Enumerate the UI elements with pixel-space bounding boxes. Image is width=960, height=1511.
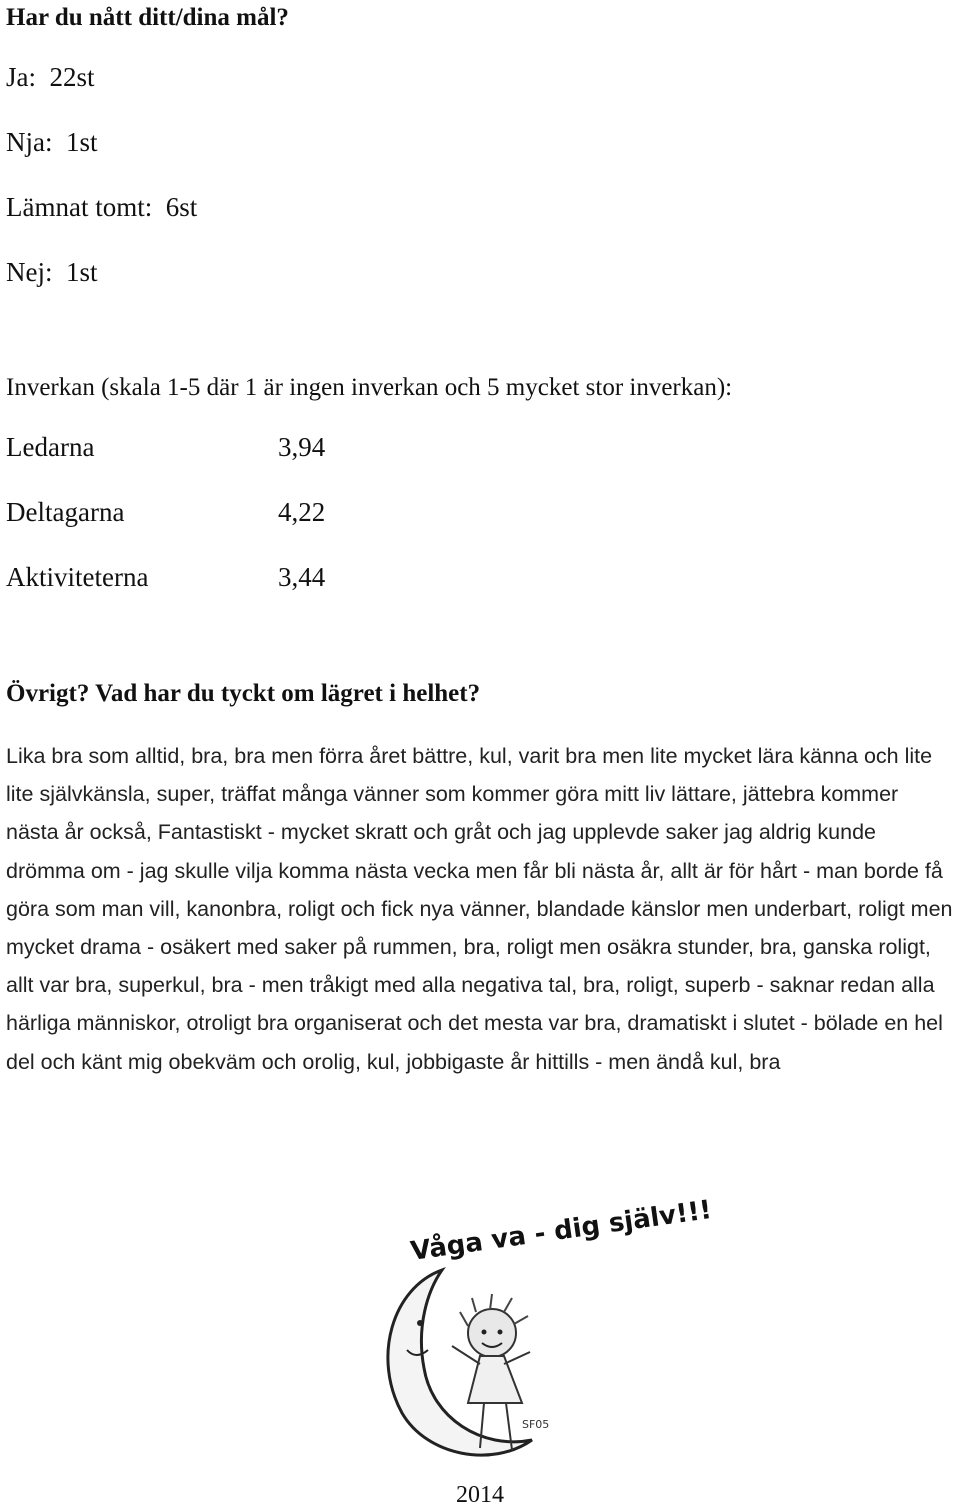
rating-label: Ledarna — [6, 432, 95, 462]
logo-text: Våga va - dig själv!!! — [408, 1194, 714, 1267]
rating-row-leaders — [6, 432, 325, 463]
goal-answer-value: 6st — [165, 192, 198, 222]
goal-answer-label: Ja: — [6, 62, 36, 92]
goal-answer-label: Nja: — [6, 127, 53, 157]
rating-value: 3,44 — [278, 562, 326, 592]
goals-question: Har du nått ditt/dina mål? — [6, 4, 289, 31]
goal-answer-value: 1st — [66, 257, 98, 287]
other-question: Övrigt? Vad har du tyckt om lägret i helhet? — [6, 680, 481, 707]
footer-year: 2014 — [456, 1482, 504, 1508]
rating-row-participants — [6, 497, 325, 528]
rating-label: Aktiviteterna — [6, 562, 149, 592]
goal-answer-value: 1st — [66, 127, 98, 157]
other-answer-paragraph: Lika bra som alltid, bra, bra men förra året bättre, kul, varit bra men lite mycket lära känna och lite lite självkänsla, super, träffat många vänner som kommer göra mitt liv lättare, jättebra kommer nästa år också, Fantastiskt - mycket skratt och gråt och jag upplevde saker jag aldrig kunde drömma om - jag skulle vilja komma nästa vecka men får bli nästa år, allt är för hårt - man borde få göra som man vill, kanonbra, roligt och fick nya vänner, blandade känslor men underbart, roligt men mycket drama - osäkert med saker på rummen, bra, roligt men osäkra stunder, bra, ganska roligt, allt var bra, superkul, bra - men tråkigt med alla negativa tal, bra, roligt, superb - saknar redan alla härliga människor, otroligt bra organiserat och det mesta var bra, dramatiskt i slutet - bölade en hel del och känt mig obekväm och orolig, kul, jobbigaste år hittills - men ändå kul, bra — [6, 744, 953, 1074]
goal-answer-value: 22st — [49, 62, 95, 92]
rating-row-activities — [6, 562, 325, 593]
artist-signature: SF05 — [522, 1418, 550, 1431]
moon-icon — [388, 1270, 532, 1455]
goal-answer-yes — [6, 62, 95, 93]
svg-text:Våga va - dig själv!!! — [409, 1193, 714, 1267]
rating-label: Deltagarna — [6, 497, 125, 527]
goal-answer-partly — [6, 127, 98, 158]
impact-question: Inverkan (skala 1-5 där 1 är ingen inverkan och 5 mycket stor inverkan): — [6, 374, 733, 401]
camp-logo — [372, 1194, 714, 1472]
goal-answer-label: Lämnat tomt: — [6, 192, 153, 222]
goal-answer-blank — [6, 192, 197, 223]
goal-answer-no — [6, 257, 98, 288]
rating-value: 4,22 — [278, 497, 326, 527]
rating-value: 3,94 — [278, 432, 326, 462]
goal-answer-label: Nej: — [6, 257, 53, 287]
